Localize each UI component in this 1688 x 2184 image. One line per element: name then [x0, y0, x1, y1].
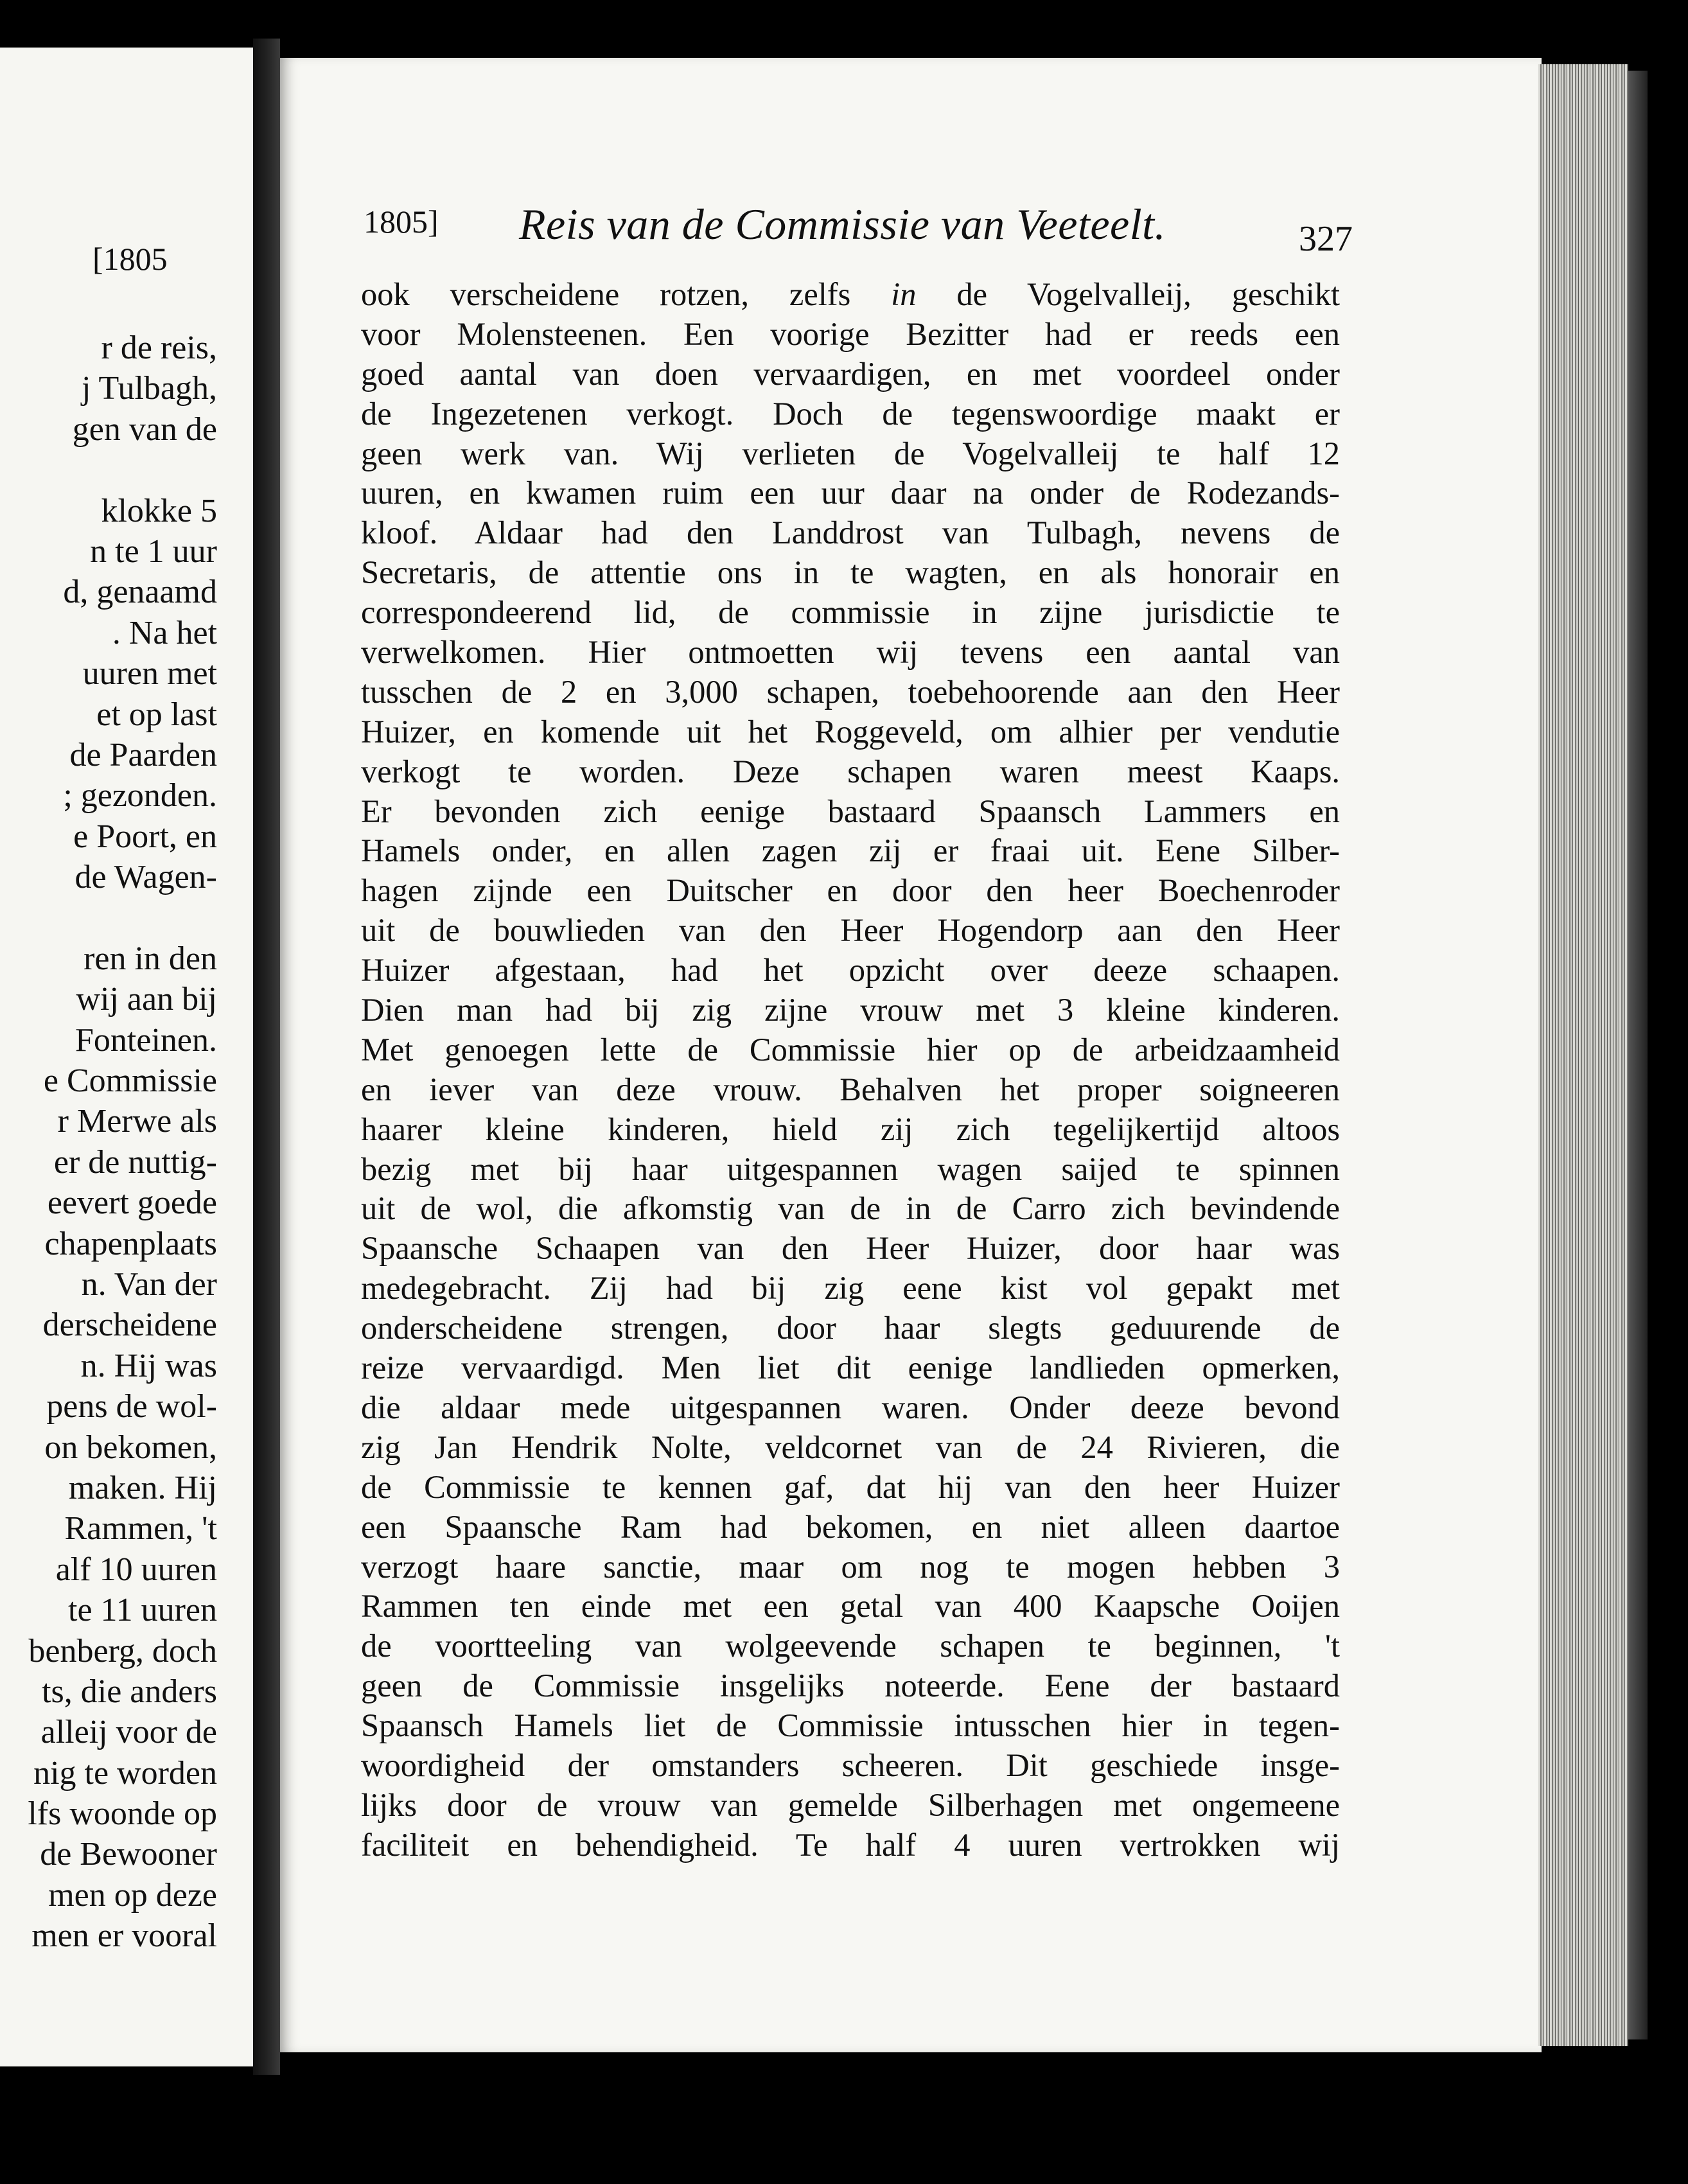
book-gutter — [253, 39, 280, 2075]
left-text-line: klokke 5 — [101, 492, 217, 529]
text-line: geen de Commissie insgelijks noteerde. Eene der bastaard — [361, 1668, 1340, 1704]
text-line: medegebracht. Zij had bij zig eene kist vol gepakt met — [361, 1270, 1340, 1307]
text-line: Hamels onder, en allen zagen zij er fraai uit. Eene Silber- — [361, 832, 1340, 869]
left-text-line — [0, 897, 217, 938]
page-number: 327 — [1299, 219, 1353, 259]
text-line: voor Molensteenen. Een voorige Bezitter had er reeds een — [361, 315, 1340, 352]
text-line: Dien man had bij zig zijne vrouw met 3 kleine kinderen. — [361, 992, 1340, 1028]
text-line: faciliteit en behendigheid. Te half 4 uuren vertrokken wij — [361, 1826, 1340, 1863]
left-text-line: e Poort, en — [73, 818, 217, 855]
left-text-line: n. Hij was — [80, 1347, 217, 1384]
text-line: zig Jan Hendrik Nolte, veldcornet van de 24 Rivieren, die — [361, 1429, 1340, 1465]
left-text-line: n. Van der — [81, 1265, 217, 1303]
left-text-line: men op deze — [48, 1876, 217, 1914]
text-line: uit de bouwlieden van den Heer Hogendorp aan den Heer — [361, 912, 1340, 949]
left-text-line: de Bewooner — [40, 1836, 217, 1873]
text-line: kloof. Aldaar had den Landdrost van Tulbagh, nevens de — [361, 515, 1340, 551]
text-line: woordigheid der omstanders scheeren. Dit geschiede insge- — [361, 1747, 1340, 1783]
text-line: Spaansche Schaapen van den Heer Huizer, door haar was — [361, 1230, 1340, 1267]
text-line: goed aantal van doen vervaardigen, en met voordeel onder — [361, 355, 1340, 392]
left-text-line: et op last — [96, 696, 217, 733]
left-text-line: derscheidene — [42, 1307, 217, 1344]
text-line: tusschen de 2 en 3,000 schapen, toebehoorende aan den Heer — [361, 673, 1340, 710]
text-line: haarer kleine kinderen, hield zij zich tegelijkertijd altoos — [361, 1111, 1340, 1147]
left-text-line: e Commissie — [43, 1062, 217, 1100]
left-text-line: gen van de — [72, 410, 217, 448]
left-text-line: uuren met — [82, 655, 217, 692]
left-text-line: Rammen, 't — [64, 1510, 217, 1547]
left-facing-page — [0, 48, 253, 2066]
left-text-line: er de nuttig- — [53, 1143, 217, 1181]
text-line: die aldaar mede uitgespannen waren. Onder deeze bevond — [361, 1389, 1340, 1425]
text-line: verwelkomen. Hier ontmoetten wij tevens een aantal van — [361, 634, 1340, 671]
left-page-text — [0, 328, 217, 1957]
left-text-line: Fonteinen. — [75, 1021, 217, 1059]
left-text-line: alleij voor de — [40, 1714, 217, 1751]
text-line: ook verscheidene rotzen, zelfs in de Vogelvalleij, geschikt — [361, 276, 1340, 312]
text-line: Huizer, en komende uit het Roggeveld, om alhier per vendutie — [361, 713, 1340, 750]
text-line: een Spaansche Ram had bekomen, en niet alleen daartoe — [361, 1508, 1340, 1545]
left-text-line: j Tulbagh, — [82, 370, 217, 407]
text-line: reize vervaardigd. Men liet dit eenige landlieden opmerken, — [361, 1350, 1340, 1386]
left-text-line: n te 1 uur — [90, 533, 217, 570]
text-line: bezig met bij haar uitgespannen wagen saijed te spinnen — [361, 1150, 1340, 1187]
left-text-line: wij aan bij — [76, 981, 217, 1018]
left-text-line: alf 10 uuren — [55, 1551, 217, 1588]
text-line: geen werk van. Wij verlieten de Vogelvalleij te half 12 — [361, 435, 1340, 471]
text-line: de Commissie te kennen gaf, dat hij van den heer Huizer — [361, 1468, 1340, 1505]
running-header — [364, 199, 1353, 259]
text-line: en iever van deze vrouw. Behalven het proper soigneeren — [361, 1071, 1340, 1107]
left-text-line: benberg, doch — [28, 1632, 217, 1669]
text-line: Rammen ten einde met een getal van 400 Kaapsche Ooijen — [361, 1588, 1340, 1625]
text-line: verkogt te worden. Deze schapen waren meest Kaaps. — [361, 753, 1340, 789]
text-line: hagen zijnde een Duitscher en door den heer Boechenroder — [361, 872, 1340, 909]
text-line: verzogt haare sanctie, maar om nog te mogen hebben 3 — [361, 1548, 1340, 1585]
left-text-line: r Merwe als — [57, 1103, 217, 1140]
page-edge-shadow — [1628, 71, 1648, 2039]
text-line: Spaansch Hamels liet de Commissie intusschen hier in tegen- — [361, 1707, 1340, 1744]
left-text-line: men er vooral — [31, 1917, 217, 1955]
text-line: lijks door de vrouw van gemelde Silberhagen met ongemeene — [361, 1786, 1340, 1823]
left-text-line: r de reis, — [101, 330, 217, 366]
left-page-header-year: [1805 — [92, 241, 168, 277]
left-text-line: de Paarden — [69, 736, 217, 773]
header-title: Reis van de Commissie van Veeteelt. — [519, 200, 1166, 249]
left-text-line: chapenplaats — [44, 1225, 217, 1262]
text-line: Huizer afgestaan, had het opzicht over deeze schaapen. — [361, 952, 1340, 989]
body-text — [361, 275, 1340, 1865]
text-line: de Ingezetenen verkogt. Doch de tegenswoordige maakt er — [361, 395, 1340, 432]
text-line: Secretaris, de attentie ons in te wagten, en als honorair en — [361, 554, 1340, 591]
text-line: Er bevonden zich eenige bastaard Spaansch Lammers en — [361, 793, 1340, 829]
left-text-line: ; gezonden. — [63, 777, 217, 815]
text-line: de voortteeling van wolgeevende schapen te beginnen, 't — [361, 1628, 1340, 1664]
page-edges — [1538, 64, 1628, 2046]
left-text-line: on bekomen, — [44, 1429, 217, 1466]
left-text-line: de Wagen- — [75, 859, 217, 896]
left-text-line: ren in den — [84, 940, 217, 977]
left-text-line: maken. Hij — [68, 1469, 217, 1506]
text-line: onderscheidene strengen, door haar slegts geduurende de — [361, 1310, 1340, 1346]
text-line: uit de wol, die afkomstig van de in de Carro zich bevindende — [361, 1190, 1340, 1227]
left-text-line: ts, die anders — [42, 1673, 217, 1710]
text-line: Met genoegen lette de Commissie hier op de arbeidzaamheid — [361, 1031, 1340, 1068]
text-line: correspondeerend lid, de commissie in zijne jurisdictie te — [361, 594, 1340, 631]
left-text-line: . Na het — [112, 614, 217, 651]
left-text-line: nig te worden — [33, 1754, 217, 1792]
left-text-line: eevert goede — [47, 1184, 217, 1222]
left-text-line: lfs woonde op — [28, 1795, 217, 1833]
left-text-line: pens de wol- — [46, 1388, 217, 1425]
header-year: 1805] — [364, 204, 439, 240]
left-text-line: te 11 uuren — [68, 1592, 217, 1629]
text-line: uuren, en kwamen ruim een uur daar na onder de Rodezands- — [361, 475, 1340, 511]
left-text-line: d, genaamd — [63, 574, 217, 611]
left-text-line — [0, 450, 217, 490]
